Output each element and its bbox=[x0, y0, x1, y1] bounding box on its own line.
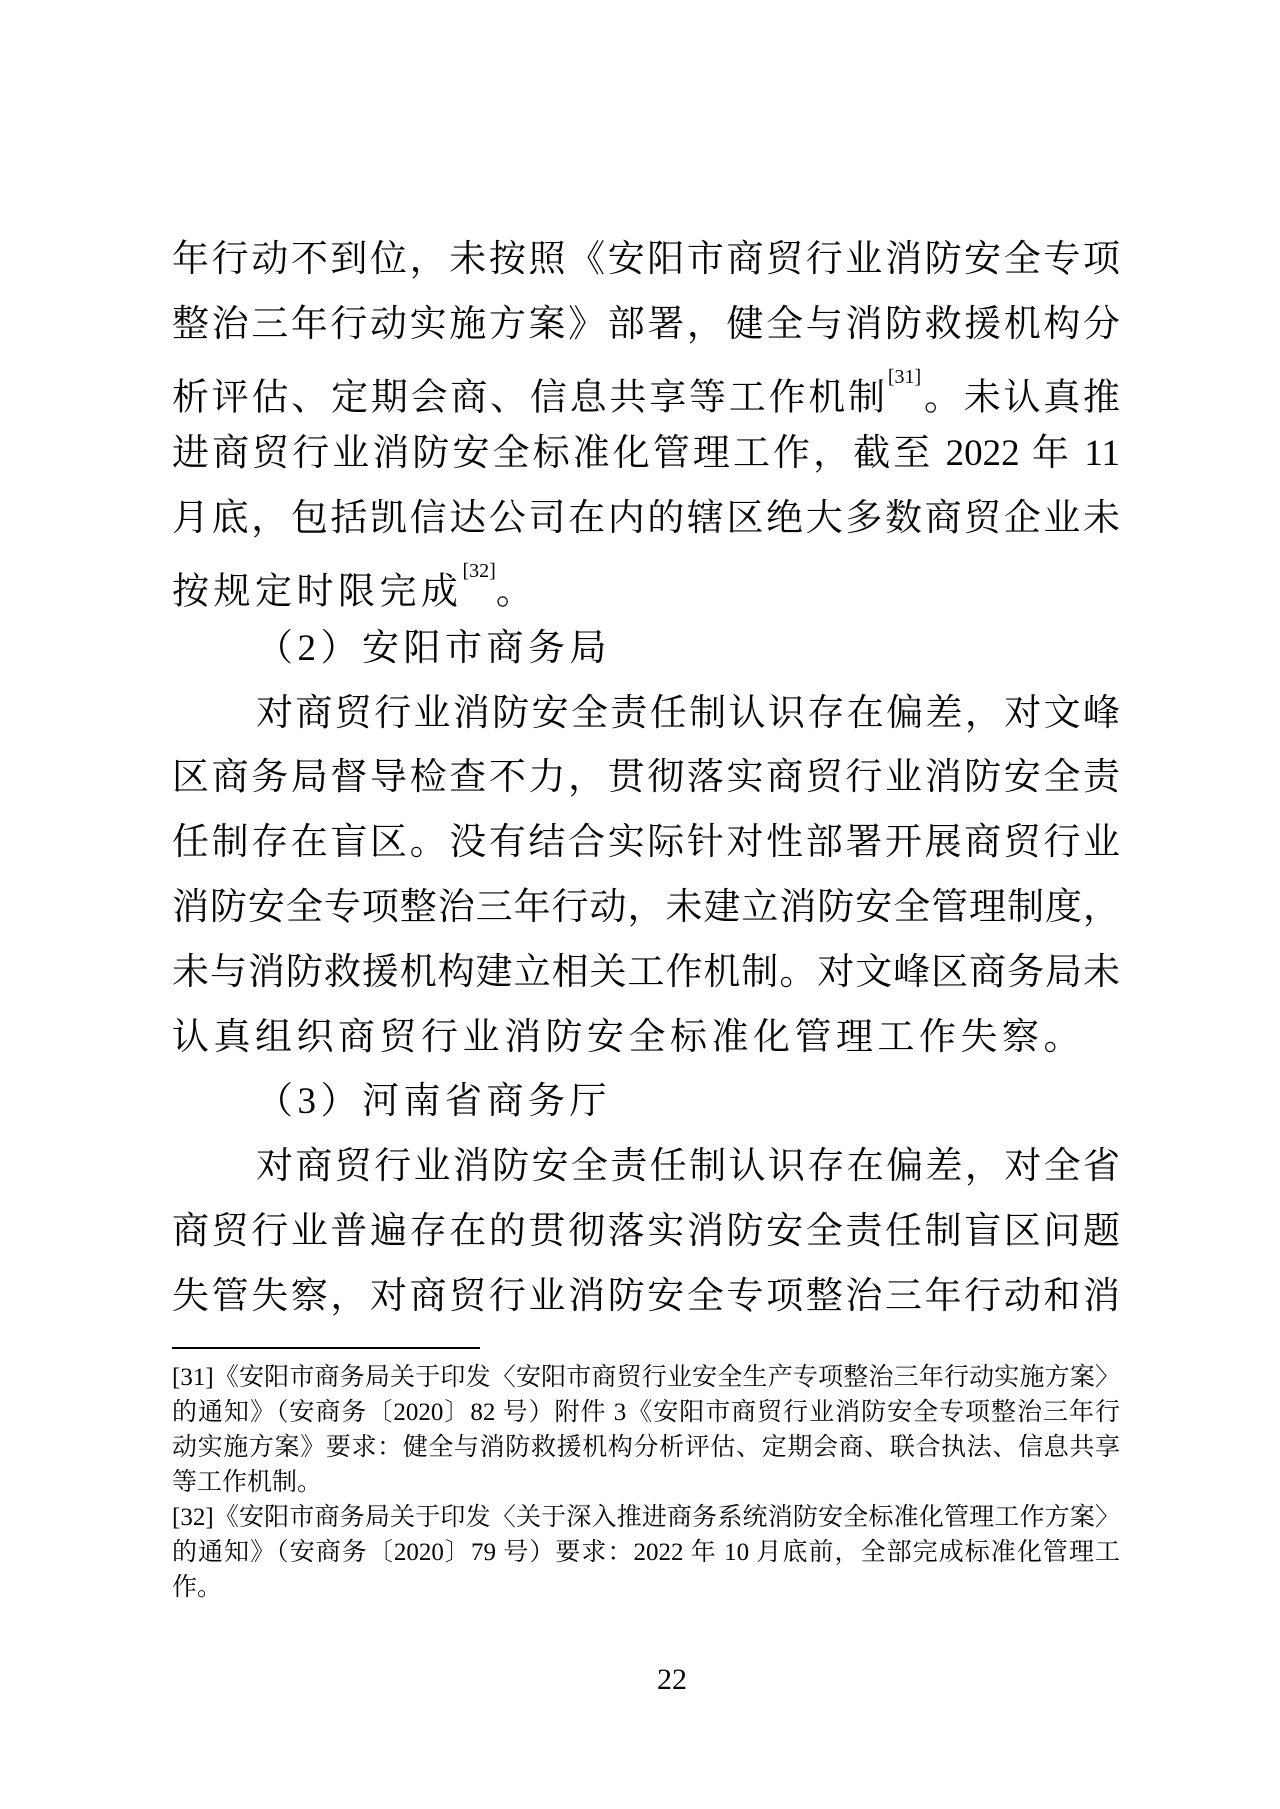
footnote-line: 的通知》（安商务〔2020〕79 号）要求：2022 年 10 月底前，全部完成标准化管理工 bbox=[172, 1539, 1120, 1566]
body-line: 认真组织商贸行业消防安全标准化管理工作失察。 bbox=[172, 1016, 1085, 1058]
body-line: 整治三年行动实施方案》部署，健全与消防救援机构分 bbox=[172, 303, 1120, 345]
body-line: （2）安阳市商务局 bbox=[256, 627, 611, 669]
body-line: 失管失察，对商贸行业消防安全专项整治三年行动和消 bbox=[172, 1275, 1120, 1317]
footnote-line: 作。 bbox=[172, 1574, 223, 1601]
footnote-line: 等工作机制。 bbox=[172, 1469, 323, 1496]
footnote-separator-rule bbox=[172, 1347, 480, 1349]
body-line: 商贸行业普遍存在的贯彻落实消防安全责任制盲区问题 bbox=[172, 1210, 1120, 1252]
body-text bbox=[172, 228, 1120, 1330]
footnote-reference: [32] bbox=[462, 559, 496, 582]
body-line: 对商贸行业消防安全责任制认识存在偏差，对全省 bbox=[256, 1146, 1120, 1188]
footnotes bbox=[172, 1360, 1120, 1605]
body-line: 未与消防救援机构建立相关工作机制。对文峰区商务局未 bbox=[172, 951, 1120, 993]
page-number: 22 bbox=[657, 1663, 687, 1696]
body-line: 年行动不到位，未按照《安阳市商贸行业消防安全专项 bbox=[172, 239, 1120, 280]
body-line: 按规定时限完成[32]。 bbox=[172, 559, 538, 613]
body-line: 进商贸行业消防安全标准化管理工作，截至 2022 年 11 bbox=[172, 433, 1120, 475]
body-line: 析评估、定期会商、信息共享等工作机制[31]。未认真推 bbox=[172, 365, 1121, 418]
body-line: 对商贸行业消防安全责任制认识存在偏差，对文峰 bbox=[256, 692, 1120, 734]
footnote-line: 动实施方案》要求：健全与消防救援机构分析评估、定期会商、联合执法、信息共享 bbox=[172, 1434, 1120, 1461]
body-line: 消防安全专项整治三年行动，未建立消防安全管理制度， bbox=[172, 886, 1120, 928]
footnote-line: 的通知》（安商务〔2020〕82 号）附件 3《安阳市商贸行业消防安全专项整治三年行 bbox=[172, 1399, 1120, 1426]
body-line: 区商务局督导检查不力，贯彻落实商贸行业消防安全责 bbox=[172, 757, 1120, 799]
body-line: 月底，包括凯信达公司在内的辖区绝大多数商贸企业未 bbox=[172, 498, 1120, 540]
body-line: 任制存在盲区。没有结合实际针对性部署开展商贸行业 bbox=[172, 822, 1120, 864]
footnote-line: [31]《安阳市商务局关于印发〈安阳市商贸行业安全生产专项整治三年行动实施方案〉 bbox=[172, 1364, 1120, 1391]
body-line: （3）河南省商务厅 bbox=[256, 1081, 611, 1123]
footnote-reference: [31] bbox=[887, 365, 922, 388]
footnote-line: [32]《安阳市商务局关于印发〈关于深入推进商务系统消防安全标准化管理工作方案〉 bbox=[172, 1504, 1120, 1531]
